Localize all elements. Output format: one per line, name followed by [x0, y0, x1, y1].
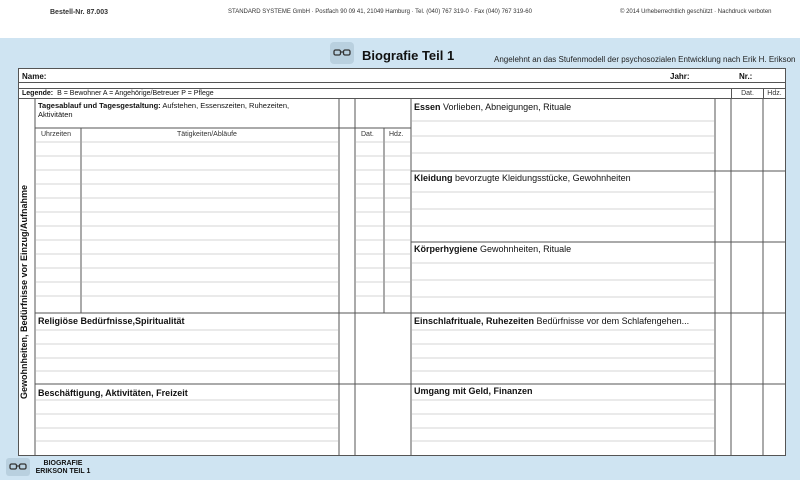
tagesablauf-text: Aufstehen, Essenszeiten, Ruhezeiten, [162, 101, 290, 110]
essen-text: Vorlieben, Abneigungen, Rituale [443, 102, 572, 112]
date-column-header: Dat. [731, 89, 763, 99]
company-address: STANDARD SYSTEME GmbH · Postfach 90 09 41, 21049 Hamburg · Tel. (040) 767 319-0 · Fax (040) 767 319-60 [228, 9, 532, 15]
name-label: Name: [22, 72, 47, 81]
top-header [0, 0, 800, 38]
footer-line2: ERIKSON TEIL 1 [35, 468, 91, 475]
tagesablauf-text2: Aktivitäten [38, 110, 73, 119]
footer-label [34, 460, 92, 476]
geld-title: Umgang mit Geld, Finanzen [414, 386, 533, 396]
kleidung-section [414, 173, 631, 183]
copyright-note: © 2014 Urheberrechtlich geschützt · Nachdruck verboten [620, 9, 772, 15]
koerperhygiene-title: Körperhygiene [414, 244, 478, 254]
footer-line1: BIOGRAFIE [43, 460, 83, 467]
schlaf-title: Einschlafrituale, Ruhezeiten [414, 316, 535, 326]
essen-section [414, 102, 571, 112]
date-column-header-left: Dat. [361, 131, 374, 138]
tagesablauf-title: Tagesablauf und Tagesgestaltung: [38, 101, 161, 110]
vertical-section-label: Gewohnheiten, Bedürfnisse vor Einzug/Aufnahme [19, 184, 29, 399]
essen-title: Essen [414, 102, 441, 112]
schlaf-text: Bedürfnisse vor dem Schlafengehen... [536, 316, 690, 326]
kleidung-title: Kleidung [414, 173, 453, 183]
footer-glasses-icon [6, 458, 30, 476]
beschaeftigung-section [38, 388, 188, 398]
religion-section [38, 316, 185, 326]
uhrzeiten-header: Uhrzeiten [41, 131, 71, 138]
kleidung-text: bevorzugte Kleidungsstücke, Gewohnheiten [455, 173, 631, 183]
schlaf-section [414, 316, 689, 326]
religion-title: Religiöse Bedürfnisse,Spiritualität [38, 316, 185, 326]
legend-text: B = Bewohner A = Angehörige/Betreuer P = Pflege [57, 90, 214, 97]
koerperhygiene-text: Gewohnheiten, Rituale [480, 244, 572, 254]
tagesablauf-section [38, 101, 289, 119]
legend-label: Legende: [22, 90, 54, 97]
jahr-label: Jahr: [670, 72, 690, 81]
glasses-icon [330, 42, 354, 64]
order-number: Bestell-Nr. 87.003 [50, 9, 108, 16]
signature-column-header-left: Hdz. [389, 131, 404, 138]
geld-section [414, 386, 533, 396]
form-sheet [18, 68, 786, 456]
nr-label: Nr.: [739, 72, 753, 81]
form-title: Biografie Teil 1 [362, 48, 455, 63]
form-subtitle: Angelehnt an das Stufenmodell der psychosozialen Entwicklung nach Erik H. Erikson [494, 55, 796, 64]
koerperhygiene-section [414, 244, 571, 254]
signature-column-header: Hdz. [763, 89, 785, 99]
taetigkeiten-header: Tätigkeiten/Abläufe [177, 131, 237, 138]
beschaeftigung-title: Beschäftigung, Aktivitäten, Freizeit [38, 388, 188, 398]
